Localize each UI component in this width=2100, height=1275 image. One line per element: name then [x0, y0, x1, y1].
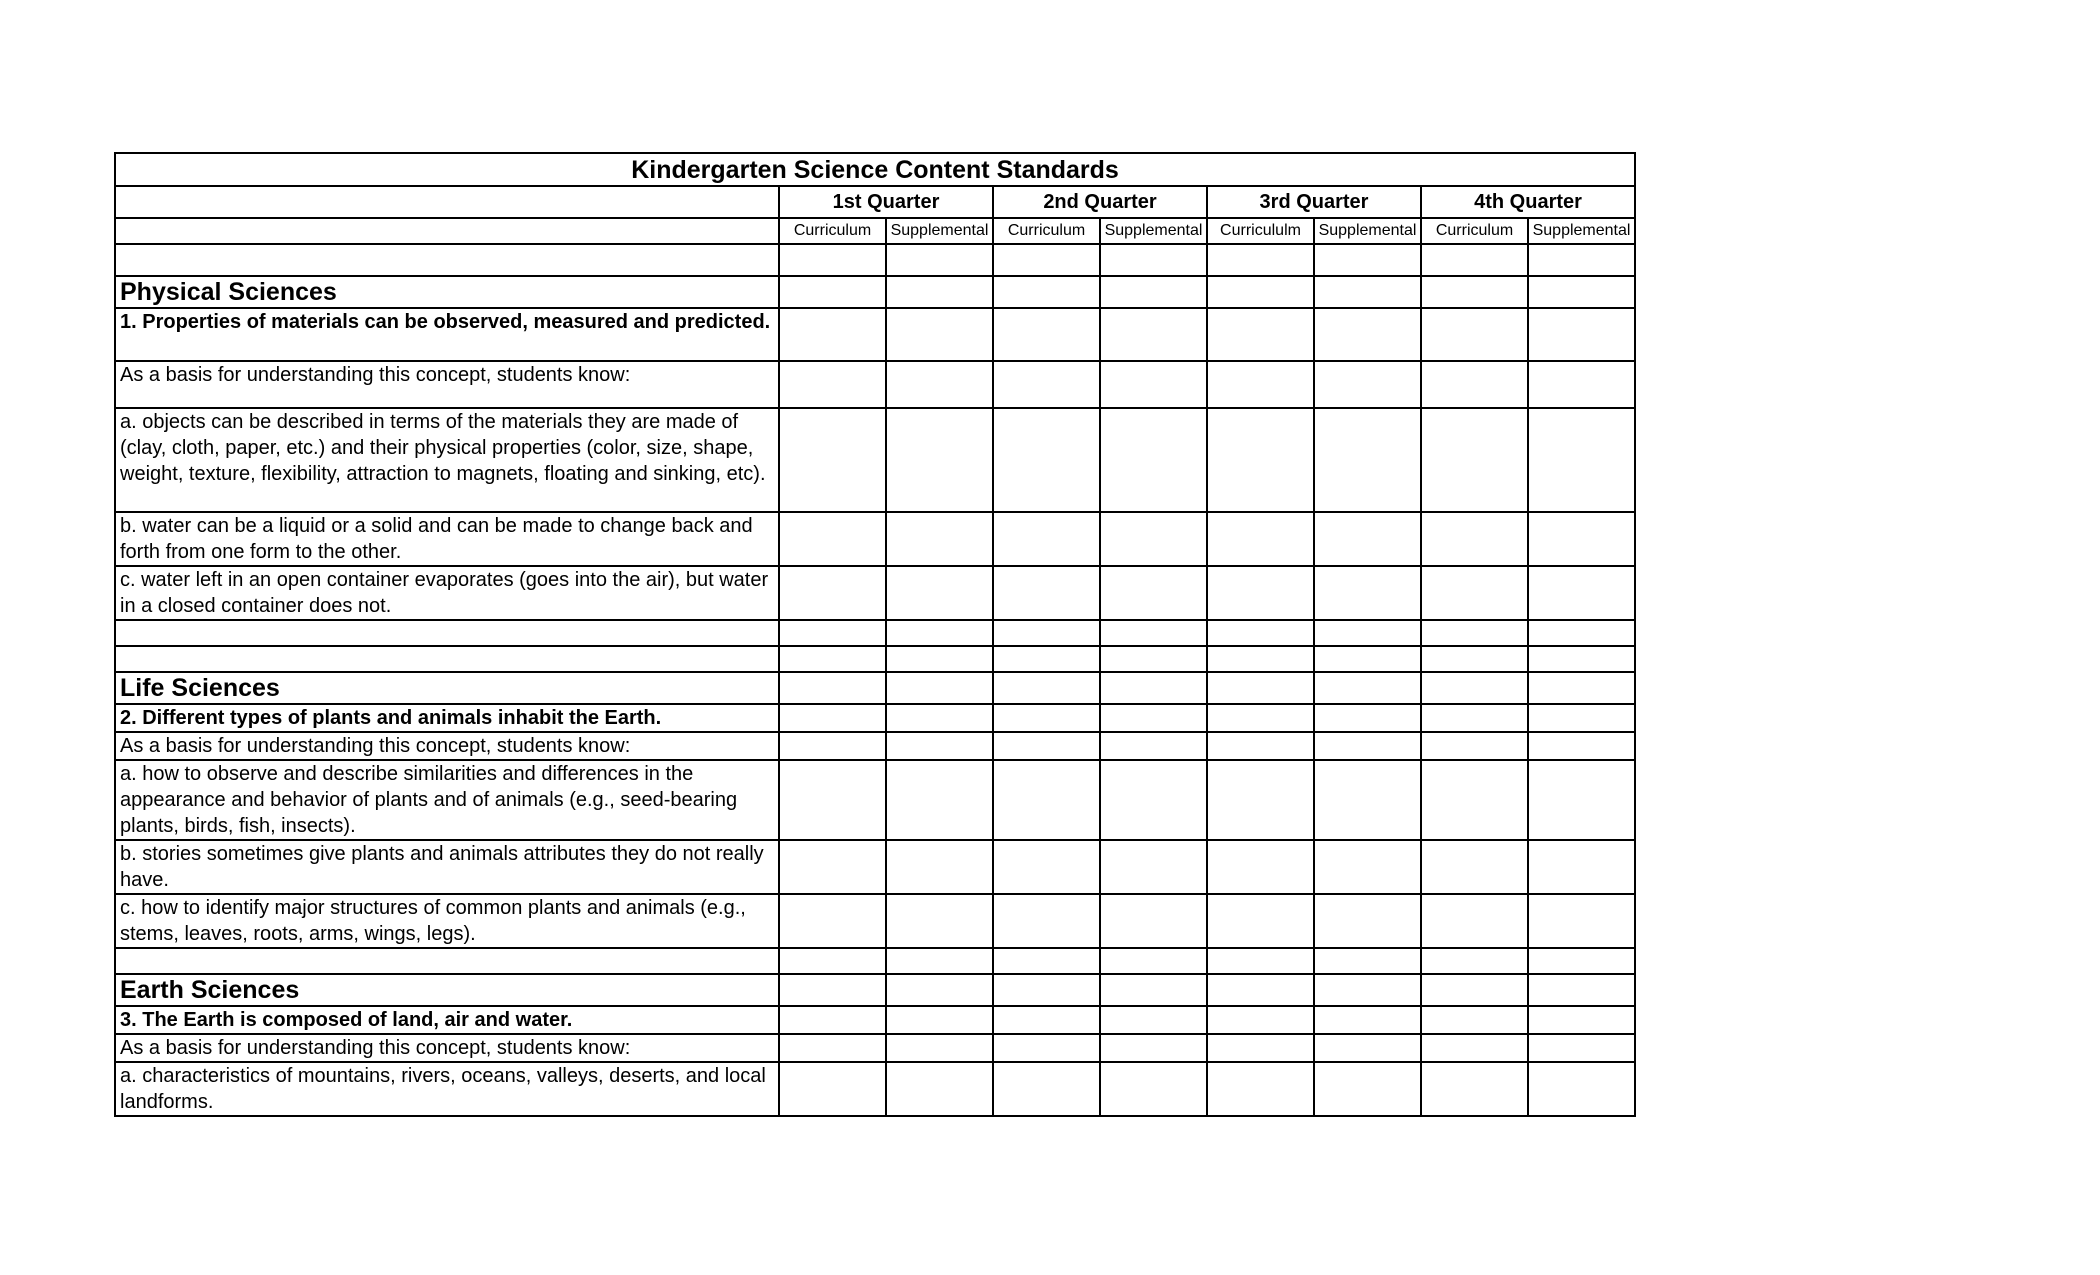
quarter-entry-cell[interactable]	[779, 894, 886, 948]
quarter-entry-cell[interactable]	[779, 646, 886, 672]
quarter-entry-cell[interactable]	[993, 566, 1100, 620]
quarter-entry-cell[interactable]	[993, 760, 1100, 840]
quarter-entry-cell[interactable]	[1421, 974, 1528, 1006]
quarter-entry-cell[interactable]	[1421, 512, 1528, 566]
q2-supplemental-header: Supplemental	[1100, 218, 1207, 244]
quarter-entry-cell[interactable]	[1100, 704, 1207, 732]
quarter-entry-cell[interactable]	[993, 244, 1100, 276]
quarter-entry-cell[interactable]	[1207, 1062, 1314, 1116]
title-row	[115, 153, 1635, 186]
quarter-entry-cell[interactable]	[1528, 894, 1635, 948]
quarter-entry-cell[interactable]	[1100, 646, 1207, 672]
quarter-entry-cell[interactable]	[779, 840, 886, 894]
table-row	[115, 408, 1635, 512]
quarter-entry-cell[interactable]	[1100, 1034, 1207, 1062]
q1-supplemental-header: Supplemental	[886, 218, 993, 244]
quarter-entry-cell[interactable]	[993, 512, 1100, 566]
table-row	[115, 894, 1635, 948]
quarter-entry-cell[interactable]	[1421, 760, 1528, 840]
section-heading: Life Sciences	[115, 672, 779, 704]
quarter-entry-cell[interactable]	[1421, 732, 1528, 760]
quarter-entry-cell[interactable]	[779, 620, 886, 646]
quarter-entry-cell[interactable]	[1421, 1062, 1528, 1116]
quarter-entry-cell[interactable]	[886, 840, 993, 894]
quarter-2-header: 2nd Quarter	[993, 186, 1207, 218]
quarter-entry-cell[interactable]	[1207, 408, 1314, 512]
quarter-entry-cell[interactable]	[1421, 566, 1528, 620]
quarter-entry-cell[interactable]	[1421, 308, 1528, 361]
quarter-entry-cell[interactable]	[779, 1006, 886, 1034]
table-title: Kindergarten Science Content Standards	[115, 153, 1635, 186]
quarter-entry-cell[interactable]	[993, 1034, 1100, 1062]
quarter-entry-cell[interactable]	[1207, 308, 1314, 361]
quarter-entry-cell[interactable]	[1207, 840, 1314, 894]
quarter-entry-cell[interactable]	[1314, 974, 1421, 1006]
table-row	[115, 974, 1635, 1006]
basis-statement: As a basis for understanding this concept, students know:	[115, 732, 779, 760]
quarter-entry-cell[interactable]	[1421, 1006, 1528, 1034]
quarter-entry-cell[interactable]	[993, 620, 1100, 646]
quarter-entry-cell[interactable]	[886, 732, 993, 760]
standard-concept: 3. The Earth is composed of land, air and water.	[115, 1006, 779, 1034]
quarter-entry-cell[interactable]	[1100, 1062, 1207, 1116]
quarter-entry-cell[interactable]	[1528, 512, 1635, 566]
quarter-entry-cell[interactable]	[1314, 760, 1421, 840]
table-row	[115, 646, 1635, 672]
quarter-entry-cell[interactable]	[779, 1034, 886, 1062]
quarter-entry-cell[interactable]	[1314, 1062, 1421, 1116]
quarter-entry-cell[interactable]	[1207, 566, 1314, 620]
quarter-entry-cell[interactable]	[993, 974, 1100, 1006]
table-row	[115, 1034, 1635, 1062]
quarter-entry-cell[interactable]	[779, 948, 886, 974]
quarter-entry-cell[interactable]	[779, 732, 886, 760]
quarter-entry-cell[interactable]	[1314, 704, 1421, 732]
standard-item: a. characteristics of mountains, rivers, oceans, valleys, deserts, and local landforms.	[115, 1062, 779, 1116]
quarter-entry-cell[interactable]	[1100, 840, 1207, 894]
quarter-entry-cell[interactable]	[1100, 308, 1207, 361]
quarter-entry-cell[interactable]	[1421, 408, 1528, 512]
quarter-entry-cell[interactable]	[1528, 948, 1635, 974]
quarter-entry-cell[interactable]	[1100, 948, 1207, 974]
quarter-entry-cell[interactable]	[1100, 408, 1207, 512]
quarter-entry-cell[interactable]	[1100, 244, 1207, 276]
quarter-entry-cell[interactable]	[1314, 276, 1421, 308]
quarter-entry-cell[interactable]	[1100, 1006, 1207, 1034]
quarter-entry-cell[interactable]	[1421, 1034, 1528, 1062]
standards-table	[114, 152, 1636, 1117]
quarter-entry-cell[interactable]	[886, 620, 993, 646]
quarter-entry-cell[interactable]	[1207, 620, 1314, 646]
quarter-entry-cell[interactable]	[1207, 512, 1314, 566]
quarter-entry-cell[interactable]	[779, 512, 886, 566]
blank-cell	[115, 244, 779, 276]
blank-cell	[115, 948, 779, 974]
standard-item: b. water can be a liquid or a solid and can be made to change back and forth from one form to the other.	[115, 512, 779, 566]
quarter-entry-cell[interactable]	[779, 974, 886, 1006]
quarter-entry-cell[interactable]	[1314, 244, 1421, 276]
quarter-entry-cell[interactable]	[1528, 1006, 1635, 1034]
quarter-entry-cell[interactable]	[1314, 646, 1421, 672]
table-row	[115, 620, 1635, 646]
quarter-entry-cell[interactable]	[1207, 276, 1314, 308]
quarter-entry-cell[interactable]	[779, 276, 886, 308]
table-row	[115, 760, 1635, 840]
quarter-entry-cell[interactable]	[1207, 244, 1314, 276]
quarter-entry-cell[interactable]	[1528, 974, 1635, 1006]
blank-cell	[115, 620, 779, 646]
quarter-entry-cell[interactable]	[779, 361, 886, 408]
quarter-entry-cell[interactable]	[993, 1062, 1100, 1116]
quarter-entry-cell[interactable]	[1100, 276, 1207, 308]
quarter-entry-cell[interactable]	[1100, 566, 1207, 620]
quarter-entry-cell[interactable]	[1528, 408, 1635, 512]
quarter-entry-cell[interactable]	[1100, 760, 1207, 840]
quarter-entry-cell[interactable]	[886, 974, 993, 1006]
standard-item: a. how to observe and describe similarities and differences in the appearance and behavior of plants and of animals (e.g., seed-bearing plants, birds, fish, insects).	[115, 760, 779, 840]
table-row	[115, 1062, 1635, 1116]
quarter-entry-cell[interactable]	[1421, 361, 1528, 408]
quarter-entry-cell[interactable]	[886, 361, 993, 408]
quarter-entry-cell[interactable]	[779, 672, 886, 704]
section-heading: Physical Sciences	[115, 276, 779, 308]
quarter-entry-cell[interactable]	[1314, 512, 1421, 566]
table-row	[115, 840, 1635, 894]
subheader-row	[115, 218, 1635, 244]
table-row	[115, 566, 1635, 620]
quarter-entry-cell[interactable]	[993, 732, 1100, 760]
standard-concept: 2. Different types of plants and animals inhabit the Earth.	[115, 704, 779, 732]
quarter-entry-cell[interactable]	[1314, 894, 1421, 948]
quarter-entry-cell[interactable]	[1528, 1062, 1635, 1116]
standard-item: c. how to identify major structures of common plants and animals (e.g., stems, leaves, roots, arms, wings, legs).	[115, 894, 779, 948]
table-row	[115, 361, 1635, 408]
quarter-entry-cell[interactable]	[779, 566, 886, 620]
quarter-entry-cell[interactable]	[1528, 704, 1635, 732]
quarter-entry-cell[interactable]	[886, 646, 993, 672]
quarter-entry-cell[interactable]	[1100, 512, 1207, 566]
quarter-entry-cell[interactable]	[886, 704, 993, 732]
q4-curriculum-header: Curriculum	[1421, 218, 1528, 244]
table-row	[115, 704, 1635, 732]
quarter-entry-cell[interactable]	[1528, 840, 1635, 894]
quarter-entry-cell[interactable]	[993, 646, 1100, 672]
quarter-entry-cell[interactable]	[1314, 408, 1421, 512]
quarter-entry-cell[interactable]	[1314, 566, 1421, 620]
quarter-entry-cell[interactable]	[1421, 894, 1528, 948]
quarter-entry-cell[interactable]	[886, 566, 993, 620]
quarter-entry-cell[interactable]	[1421, 840, 1528, 894]
quarter-entry-cell[interactable]	[1421, 672, 1528, 704]
quarter-entry-cell[interactable]	[886, 244, 993, 276]
basis-statement: As a basis for understanding this concept, students know:	[115, 361, 779, 408]
standard-item: a. objects can be described in terms of the materials they are made of (clay, cloth, paper, etc.) and their physical properties (color, size, shape, weight, texture, flexibility, attraction to magnets, floating and sinking, etc).	[115, 408, 779, 512]
quarter-entry-cell[interactable]	[1207, 894, 1314, 948]
q1-curriculum-header: Curriculum	[779, 218, 886, 244]
table-row	[115, 308, 1635, 361]
table-row	[115, 276, 1635, 308]
quarter-entry-cell[interactable]	[1421, 646, 1528, 672]
quarter-entry-cell[interactable]	[1100, 620, 1207, 646]
q3-supplemental-header: Supplemental	[1314, 218, 1421, 244]
quarter-entry-cell[interactable]	[993, 361, 1100, 408]
q4-supplemental-header: Supplemental	[1528, 218, 1635, 244]
quarter-entry-cell[interactable]	[886, 512, 993, 566]
quarter-entry-cell[interactable]	[1314, 1034, 1421, 1062]
quarter-entry-cell[interactable]	[886, 1062, 993, 1116]
quarter-entry-cell[interactable]	[1100, 894, 1207, 948]
quarter-entry-cell[interactable]	[1207, 672, 1314, 704]
quarter-entry-cell[interactable]	[779, 760, 886, 840]
quarter-entry-cell[interactable]	[993, 276, 1100, 308]
table-row	[115, 948, 1635, 974]
quarter-entry-cell[interactable]	[1207, 361, 1314, 408]
quarter-entry-cell[interactable]	[886, 1006, 993, 1034]
quarter-entry-cell[interactable]	[993, 948, 1100, 974]
quarter-entry-cell[interactable]	[1207, 704, 1314, 732]
quarter-entry-cell[interactable]	[1207, 948, 1314, 974]
quarter-entry-cell[interactable]	[993, 894, 1100, 948]
quarter-entry-cell[interactable]	[779, 1062, 886, 1116]
blank-cell	[115, 646, 779, 672]
quarter-entry-cell[interactable]	[779, 704, 886, 732]
quarter-entry-cell[interactable]	[1528, 244, 1635, 276]
quarter-entry-cell[interactable]	[1528, 672, 1635, 704]
quarter-entry-cell[interactable]	[1528, 732, 1635, 760]
quarter-entry-cell[interactable]	[1314, 840, 1421, 894]
quarter-entry-cell[interactable]	[886, 276, 993, 308]
quarter-entry-cell[interactable]	[1314, 672, 1421, 704]
quarter-entry-cell[interactable]	[1528, 308, 1635, 361]
standard-item: b. stories sometimes give plants and animals attributes they do not really have.	[115, 840, 779, 894]
quarter-entry-cell[interactable]	[993, 672, 1100, 704]
quarter-entry-cell[interactable]	[886, 1034, 993, 1062]
quarter-3-header: 3rd Quarter	[1207, 186, 1421, 218]
subheader-blank-cell	[115, 218, 779, 244]
quarter-entry-cell[interactable]	[993, 408, 1100, 512]
quarter-entry-cell[interactable]	[1207, 646, 1314, 672]
quarter-entry-cell[interactable]	[1421, 244, 1528, 276]
quarter-entry-cell[interactable]	[1207, 732, 1314, 760]
quarter-entry-cell[interactable]	[1528, 276, 1635, 308]
quarter-entry-cell[interactable]	[1421, 704, 1528, 732]
q2-curriculum-header: Curriculum	[993, 218, 1100, 244]
quarter-entry-cell[interactable]	[1314, 361, 1421, 408]
quarter-entry-cell[interactable]	[993, 1006, 1100, 1034]
table-row	[115, 244, 1635, 276]
quarter-entry-cell[interactable]	[886, 672, 993, 704]
standard-item: c. water left in an open container evaporates (goes into the air), but water in a closed container does not.	[115, 566, 779, 620]
quarter-entry-cell[interactable]	[779, 308, 886, 361]
quarter-entry-cell[interactable]	[1528, 646, 1635, 672]
table-row	[115, 672, 1635, 704]
quarter-entry-cell[interactable]	[1314, 948, 1421, 974]
quarter-entry-cell[interactable]	[1528, 566, 1635, 620]
table-row	[115, 512, 1635, 566]
quarter-entry-cell[interactable]	[1207, 760, 1314, 840]
quarter-entry-cell[interactable]	[993, 704, 1100, 732]
standard-concept: 1. Properties of materials can be observed, measured and predicted.	[115, 308, 779, 361]
quarter-entry-cell[interactable]	[1314, 620, 1421, 646]
quarter-entry-cell[interactable]	[1207, 1006, 1314, 1034]
quarter-entry-cell[interactable]	[1100, 672, 1207, 704]
quarter-4-header: 4th Quarter	[1421, 186, 1635, 218]
quarter-entry-cell[interactable]	[886, 408, 993, 512]
section-heading: Earth Sciences	[115, 974, 779, 1006]
basis-statement: As a basis for understanding this concept, students know:	[115, 1034, 779, 1062]
quarter-entry-cell[interactable]	[1528, 1034, 1635, 1062]
quarter-entry-cell[interactable]	[1421, 948, 1528, 974]
quarter-entry-cell[interactable]	[1314, 1006, 1421, 1034]
quarter-entry-cell[interactable]	[1207, 974, 1314, 1006]
quarter-header-row	[115, 186, 1635, 218]
quarter-entry-cell[interactable]	[993, 308, 1100, 361]
header-blank-cell	[115, 186, 779, 218]
table-row	[115, 1006, 1635, 1034]
quarter-entry-cell[interactable]	[886, 948, 993, 974]
quarter-entry-cell[interactable]	[1314, 308, 1421, 361]
quarter-entry-cell[interactable]	[1100, 732, 1207, 760]
quarter-entry-cell[interactable]	[886, 308, 993, 361]
quarter-entry-cell[interactable]	[886, 760, 993, 840]
quarter-entry-cell[interactable]	[1528, 361, 1635, 408]
quarter-entry-cell[interactable]	[1528, 760, 1635, 840]
quarter-entry-cell[interactable]	[1421, 620, 1528, 646]
quarter-entry-cell[interactable]	[993, 840, 1100, 894]
quarter-entry-cell[interactable]	[1100, 361, 1207, 408]
quarter-entry-cell[interactable]	[1314, 732, 1421, 760]
quarter-entry-cell[interactable]	[1528, 620, 1635, 646]
q3-curriculum-header: Curricululm	[1207, 218, 1314, 244]
quarter-entry-cell[interactable]	[779, 244, 886, 276]
quarter-entry-cell[interactable]	[886, 894, 993, 948]
quarter-1-header: 1st Quarter	[779, 186, 993, 218]
quarter-entry-cell[interactable]	[779, 408, 886, 512]
table-row	[115, 732, 1635, 760]
quarter-entry-cell[interactable]	[1421, 276, 1528, 308]
quarter-entry-cell[interactable]	[1100, 974, 1207, 1006]
quarter-entry-cell[interactable]	[1207, 1034, 1314, 1062]
